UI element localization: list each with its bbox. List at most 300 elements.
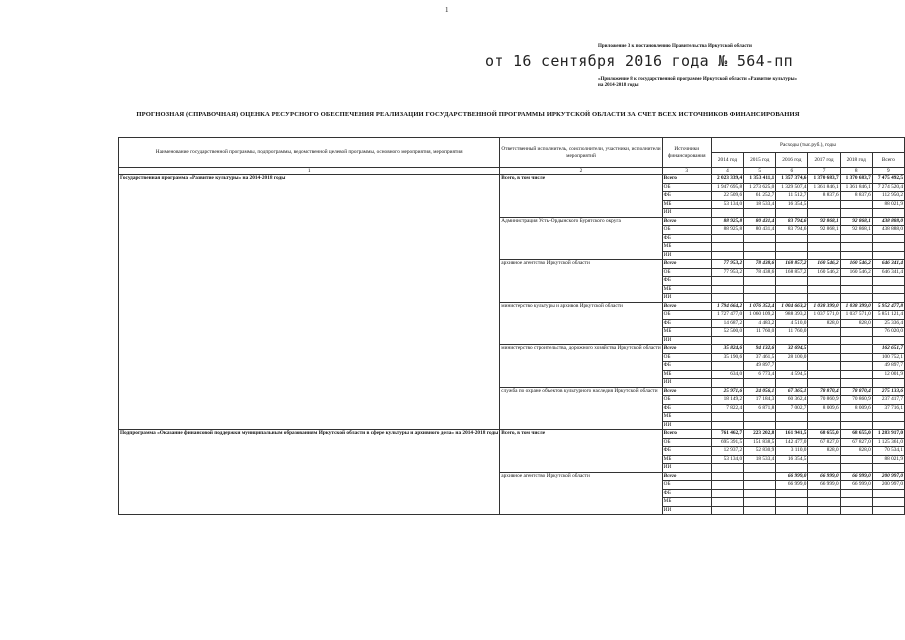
amount-cell: 61 252,7 [744, 192, 776, 201]
amount-cell: 83 794,6 [776, 217, 808, 226]
amount-cell: 88 925,8 [711, 226, 743, 235]
page-number: 1 [445, 6, 449, 14]
amount-cell: 1 076 352,4 [744, 302, 776, 311]
amount-cell: 237 417,7 [872, 396, 904, 405]
amount-cell [744, 481, 776, 490]
column-index: 6 [776, 168, 808, 175]
amount-cell: 66 999,0 [840, 481, 872, 490]
amount-cell: 68 655,0 [840, 430, 872, 439]
amount-cell: 161 941,5 [776, 430, 808, 439]
amount-cell: 66 999,0 [776, 472, 808, 481]
amount-cell: 1 794 664,2 [711, 302, 743, 311]
funding-source: ФБ [662, 192, 711, 201]
funding-source: МБ [662, 498, 711, 507]
funding-source: ИИ [662, 336, 711, 345]
header-year: Всего [872, 153, 904, 168]
header-expenses: Расходы (тыс.руб.), годы [711, 138, 904, 153]
amount-cell: 66 999,0 [808, 472, 840, 481]
amount-cell: 17 184,3 [744, 396, 776, 405]
amount-cell: 25 971,6 [711, 387, 743, 396]
funding-source: Всего [662, 217, 711, 226]
appendix-subheader: «Приложение 8 к государственной программе Иркутской области «Развитие культуры» на 2014-2018 годы [598, 77, 798, 88]
amount-cell [872, 243, 904, 252]
amount-cell [872, 421, 904, 430]
amount-cell [872, 413, 904, 422]
amount-cell [711, 285, 743, 294]
appendix-header: Приложение 3 к постановлению Правительства Иркутской области [598, 44, 752, 49]
amount-cell: 1 361 846,1 [840, 183, 872, 192]
amount-cell [808, 277, 840, 286]
amount-cell [840, 498, 872, 507]
amount-cell: 8 837,6 [840, 192, 872, 201]
amount-cell [840, 506, 872, 515]
amount-cell: 634,0 [711, 370, 743, 379]
amount-cell: 7 274 520,4 [872, 183, 904, 192]
amount-cell [808, 353, 840, 362]
amount-cell: 160 546,2 [840, 268, 872, 277]
amount-cell [872, 489, 904, 498]
amount-cell [840, 294, 872, 303]
amount-cell: 1 727 477,0 [711, 311, 743, 320]
amount-cell: 646 341,4 [872, 260, 904, 269]
amount-cell [840, 251, 872, 260]
amount-cell [744, 234, 776, 243]
amount-cell [840, 370, 872, 379]
header-year: 2018 год [840, 153, 872, 168]
amount-cell: 77 953,2 [711, 268, 743, 277]
amount-cell: 1 329 507,4 [776, 183, 808, 192]
amount-cell [808, 506, 840, 515]
amount-cell [840, 379, 872, 388]
amount-cell: 25 336,4 [872, 319, 904, 328]
amount-cell: 1 273 625,0 [744, 183, 776, 192]
header-source: Источники финансирования [662, 138, 711, 168]
amount-cell: 88 925,8 [711, 217, 743, 226]
amount-cell [808, 370, 840, 379]
amount-cell: 66 999,0 [808, 481, 840, 490]
amount-cell [840, 421, 872, 430]
amount-cell: 92 868,1 [808, 226, 840, 235]
amount-cell [744, 464, 776, 473]
amount-cell [840, 362, 872, 371]
amount-cell: 1 361 846,1 [808, 183, 840, 192]
funding-source: ОБ [662, 438, 711, 447]
funding-source: МБ [662, 455, 711, 464]
amount-cell [840, 413, 872, 422]
amount-cell: 4 594,5 [776, 370, 808, 379]
funding-source: ИИ [662, 251, 711, 260]
amount-cell: 7 002,7 [776, 404, 808, 413]
header-program: Наименование государственной программы, подпрограммы, ведомственной целевой программы, основного мероприятия, мероприятия [119, 138, 500, 168]
amount-cell: 1 353 411,1 [744, 175, 776, 184]
amount-cell [840, 455, 872, 464]
executor-name: Всего, в том числе [500, 175, 662, 218]
funding-source: МБ [662, 285, 711, 294]
executor-name: Всего, в том числе [500, 430, 662, 473]
amount-cell: 160 546,2 [840, 260, 872, 269]
amount-cell [872, 498, 904, 507]
amount-cell: 112 950,2 [872, 192, 904, 201]
table-row [119, 430, 905, 439]
amount-cell: 1 370 683,7 [808, 175, 840, 184]
amount-cell [776, 209, 808, 218]
amount-cell: 12 001,9 [872, 370, 904, 379]
amount-cell: 160 546,2 [808, 260, 840, 269]
amount-cell [776, 277, 808, 286]
amount-cell: 35 190,6 [711, 353, 743, 362]
amount-cell [711, 413, 743, 422]
amount-cell [872, 379, 904, 388]
amount-cell [776, 234, 808, 243]
amount-cell [776, 243, 808, 252]
amount-cell [776, 489, 808, 498]
amount-cell [776, 421, 808, 430]
amount-cell [840, 277, 872, 286]
amount-cell [872, 336, 904, 345]
amount-cell [776, 336, 808, 345]
amount-cell: 1 357 374,6 [776, 175, 808, 184]
amount-cell: 88 021,9 [872, 200, 904, 209]
executor-name: министерство строительства, дорожного хозяйства Иркутской области [500, 345, 662, 388]
amount-cell: 76 020,0 [872, 328, 904, 337]
amount-cell: 12 937,2 [711, 447, 743, 456]
executor-name: архивное агентство Иркутской области [500, 472, 662, 515]
funding-source: ФБ [662, 277, 711, 286]
amount-cell: 988 393,2 [776, 311, 808, 320]
amount-cell: 761 462,7 [711, 430, 743, 439]
funding-source: МБ [662, 200, 711, 209]
amount-cell [840, 336, 872, 345]
funding-source: ОБ [662, 396, 711, 405]
amount-cell: 4 483,2 [744, 319, 776, 328]
executor-name: архивное агентство Иркутской области [500, 260, 662, 303]
amount-cell [711, 489, 743, 498]
amount-cell: 52 500,0 [711, 328, 743, 337]
amount-cell: 24 056,1 [744, 387, 776, 396]
amount-cell [840, 209, 872, 218]
amount-cell [711, 379, 743, 388]
amount-cell [872, 251, 904, 260]
amount-cell: 1 038 399,0 [840, 302, 872, 311]
amount-cell [808, 489, 840, 498]
funding-source: МБ [662, 413, 711, 422]
funding-source: ФБ [662, 489, 711, 498]
amount-cell: 22 509,6 [711, 192, 743, 201]
amount-cell: 70 534,1 [872, 447, 904, 456]
amount-cell: 828,0 [808, 319, 840, 328]
amount-cell: 18 149,2 [711, 396, 743, 405]
amount-cell: 142 477,0 [776, 438, 808, 447]
funding-source: ОБ [662, 353, 711, 362]
funding-source: ОБ [662, 183, 711, 192]
amount-cell: 200 997,0 [872, 472, 904, 481]
document-title: ПРОГНОЗНАЯ (СПРАВОЧНАЯ) ОЦЕНКА РЕСУРСНОГО ОБЕСПЕЧЕНИЯ РЕАЛИЗАЦИИ ГОСУДАРСТВЕННОЙ ПРОГРАММЫ ИРКУТСКОЙ ОБЛАСТИ ЗА СЧЕТ ВСЕХ ИСТОЧНИКОВ ФИНАНСИРОВАНИЯ [136, 111, 800, 118]
amount-cell [711, 464, 743, 473]
amount-cell: 1 060 109,2 [744, 311, 776, 320]
column-index: 1 [119, 168, 500, 175]
amount-cell: 16 354,5 [776, 200, 808, 209]
amount-cell: 11 760,0 [776, 328, 808, 337]
funding-source: ИИ [662, 506, 711, 515]
funding-source: ИИ [662, 379, 711, 388]
amount-cell: 3 110,0 [776, 447, 808, 456]
amount-cell: 1 004 663,2 [776, 302, 808, 311]
amount-cell [808, 498, 840, 507]
executor-name: министерство культуры и архивов Иркутской области [500, 302, 662, 345]
funding-table [118, 137, 905, 515]
amount-cell [711, 472, 743, 481]
amount-cell: 77 953,2 [711, 260, 743, 269]
amount-cell [808, 455, 840, 464]
header-year: 2017 год [808, 153, 840, 168]
amount-cell: 80 431,4 [744, 217, 776, 226]
column-index: 4 [711, 168, 743, 175]
executor-name: служба по охране объектов культурного наследия Иркутской области [500, 387, 662, 430]
amount-cell [744, 472, 776, 481]
amount-cell [711, 209, 743, 218]
amount-cell: 1 125 361,0 [872, 438, 904, 447]
amount-cell [711, 336, 743, 345]
amount-cell: 1 037 571,0 [808, 311, 840, 320]
amount-cell [776, 464, 808, 473]
amount-cell [840, 285, 872, 294]
amount-cell [711, 234, 743, 243]
funding-source: ФБ [662, 404, 711, 413]
amount-cell [776, 294, 808, 303]
amount-cell: 92 868,1 [840, 217, 872, 226]
amount-cell [744, 489, 776, 498]
amount-cell: 78 870,4 [840, 387, 872, 396]
amount-cell [711, 421, 743, 430]
amount-cell: 60 362,4 [776, 396, 808, 405]
amount-cell [808, 421, 840, 430]
amount-cell: 828,0 [840, 447, 872, 456]
amount-cell: 16 354,5 [776, 455, 808, 464]
amount-cell: 94 132,6 [744, 345, 776, 354]
funding-source: Всего [662, 175, 711, 184]
column-index: 8 [840, 168, 872, 175]
amount-cell [840, 353, 872, 362]
subprogram-name: Подпрограмма «Оказание финансовой поддержки муниципальным образованиям Иркутской области в сфере культуры и архивного дела» на 2014-2018 годы [119, 430, 500, 515]
amount-cell: 828,0 [840, 319, 872, 328]
amount-cell [744, 243, 776, 252]
amount-cell [808, 251, 840, 260]
amount-cell [808, 285, 840, 294]
amount-cell [808, 243, 840, 252]
amount-cell: 11 760,0 [744, 328, 776, 337]
amount-cell: 1 947 695,8 [711, 183, 743, 192]
amount-cell: 49 897,7 [744, 362, 776, 371]
amount-cell [872, 285, 904, 294]
funding-source: Всего [662, 430, 711, 439]
funding-source: Всего [662, 472, 711, 481]
amount-cell [808, 362, 840, 371]
amount-cell: 695 391,5 [711, 438, 743, 447]
amount-cell: 2 023 339,4 [711, 175, 743, 184]
amount-cell: 1 283 917,0 [872, 430, 904, 439]
amount-cell [711, 277, 743, 286]
amount-cell: 160 546,2 [808, 268, 840, 277]
amount-cell [744, 379, 776, 388]
amount-cell [840, 234, 872, 243]
amount-cell [808, 336, 840, 345]
header-executor: Ответственный исполнитель, соисполнители, участники, исполнители мероприятий [500, 138, 662, 168]
funding-source: ФБ [662, 319, 711, 328]
executor-name: Администрация Усть-Ордынского Бурятского округа [500, 217, 662, 260]
amount-cell: 100 752,1 [872, 353, 904, 362]
amount-cell: 78 438,6 [744, 268, 776, 277]
amount-cell: 88 021,9 [872, 455, 904, 464]
amount-cell [744, 336, 776, 345]
amount-cell [744, 251, 776, 260]
amount-cell: 275 133,6 [872, 387, 904, 396]
amount-cell [840, 200, 872, 209]
amount-cell [711, 506, 743, 515]
amount-cell [808, 379, 840, 388]
amount-cell [808, 209, 840, 218]
amount-cell: 8 009,6 [840, 404, 872, 413]
amount-cell [872, 294, 904, 303]
amount-cell: 5 851 121,4 [872, 311, 904, 320]
funding-source: Всего [662, 302, 711, 311]
amount-cell [711, 251, 743, 260]
funding-source: ФБ [662, 362, 711, 371]
amount-cell [808, 234, 840, 243]
funding-source: ФБ [662, 234, 711, 243]
amount-cell: 438 888,0 [872, 226, 904, 235]
header-year: 2016 год [776, 153, 808, 168]
funding-source: ИИ [662, 464, 711, 473]
funding-source: ОБ [662, 268, 711, 277]
amount-cell [744, 209, 776, 218]
funding-source: ОБ [662, 226, 711, 235]
column-index: 3 [662, 168, 711, 175]
amount-cell [711, 498, 743, 507]
amount-cell: 70 860,9 [840, 396, 872, 405]
amount-cell [840, 489, 872, 498]
amount-cell [744, 498, 776, 507]
column-index: 7 [808, 168, 840, 175]
amount-cell: 151 838,5 [744, 438, 776, 447]
amount-cell [711, 362, 743, 371]
amount-cell [776, 251, 808, 260]
amount-cell: 53 134,0 [711, 455, 743, 464]
amount-cell: 168 857,2 [776, 260, 808, 269]
amount-cell: 78 438,6 [744, 260, 776, 269]
funding-source: ИИ [662, 421, 711, 430]
amount-cell [872, 464, 904, 473]
funding-source: МБ [662, 370, 711, 379]
funding-source: Всего [662, 260, 711, 269]
amount-cell [840, 345, 872, 354]
amount-cell: 438 888,0 [872, 217, 904, 226]
funding-source: Всего [662, 387, 711, 396]
program-name: Государственная программа «Развитие культуры» на 2014-2018 годы [119, 175, 500, 430]
amount-cell: 70 860,9 [808, 396, 840, 405]
amount-cell: 28 100,0 [776, 353, 808, 362]
column-index: 2 [500, 168, 662, 175]
amount-cell: 223 202,8 [744, 430, 776, 439]
amount-cell: 168 857,2 [776, 268, 808, 277]
amount-cell [808, 464, 840, 473]
amount-cell: 67 365,1 [776, 387, 808, 396]
funding-source: ИИ [662, 209, 711, 218]
amount-cell [776, 498, 808, 507]
amount-cell [744, 421, 776, 430]
amount-cell [808, 294, 840, 303]
amount-cell [808, 328, 840, 337]
amount-cell [744, 506, 776, 515]
amount-cell: 66 999,0 [776, 481, 808, 490]
amount-cell: 35 824,6 [711, 345, 743, 354]
amount-cell: 646 341,4 [872, 268, 904, 277]
funding-source: ОБ [662, 311, 711, 320]
amount-cell: 1 370 683,7 [840, 175, 872, 184]
amount-cell [872, 277, 904, 286]
amount-cell [776, 285, 808, 294]
header-year: 2015 год [744, 153, 776, 168]
amount-cell [776, 413, 808, 422]
amount-cell [872, 234, 904, 243]
amount-cell: 11 512,7 [776, 192, 808, 201]
amount-cell: 14 687,2 [711, 319, 743, 328]
funding-source: ИИ [662, 294, 711, 303]
amount-cell: 80 431,4 [744, 226, 776, 235]
amount-cell [872, 506, 904, 515]
amount-cell: 78 870,4 [808, 387, 840, 396]
amount-cell: 18 533,4 [744, 455, 776, 464]
amount-cell: 67 827,0 [840, 438, 872, 447]
funding-source: ФБ [662, 447, 711, 456]
amount-cell [776, 506, 808, 515]
amount-cell [776, 362, 808, 371]
amount-cell: 67 827,0 [808, 438, 840, 447]
amount-cell [711, 294, 743, 303]
decree-stamp: от 16 сентября 2016 года № 564-пп [485, 52, 793, 70]
amount-cell: 8 009,6 [808, 404, 840, 413]
amount-cell: 83 794,6 [776, 226, 808, 235]
amount-cell: 8 837,6 [808, 192, 840, 201]
funding-source: МБ [662, 328, 711, 337]
amount-cell: 6 871,8 [744, 404, 776, 413]
amount-cell: 66 999,0 [840, 472, 872, 481]
amount-cell [744, 277, 776, 286]
amount-cell: 6 773,4 [744, 370, 776, 379]
amount-cell: 53 134,0 [711, 200, 743, 209]
amount-cell: 92 868,1 [808, 217, 840, 226]
amount-cell: 1 038 399,0 [808, 302, 840, 311]
amount-cell: 7 475 492,5 [872, 175, 904, 184]
header-year: 2014 год [711, 153, 743, 168]
amount-cell [744, 294, 776, 303]
amount-cell [808, 200, 840, 209]
amount-cell: 18 533,4 [744, 200, 776, 209]
table-row [119, 175, 905, 184]
amount-cell: 52 830,9 [744, 447, 776, 456]
column-index: 9 [872, 168, 904, 175]
amount-cell: 828,0 [808, 447, 840, 456]
amount-cell [808, 345, 840, 354]
amount-cell [711, 481, 743, 490]
funding-source: Всего [662, 345, 711, 354]
amount-cell: 7 822,4 [711, 404, 743, 413]
amount-cell [808, 413, 840, 422]
column-index: 5 [744, 168, 776, 175]
amount-cell [711, 243, 743, 252]
amount-cell: 162 651,7 [872, 345, 904, 354]
amount-cell: 68 655,0 [808, 430, 840, 439]
amount-cell [872, 209, 904, 218]
